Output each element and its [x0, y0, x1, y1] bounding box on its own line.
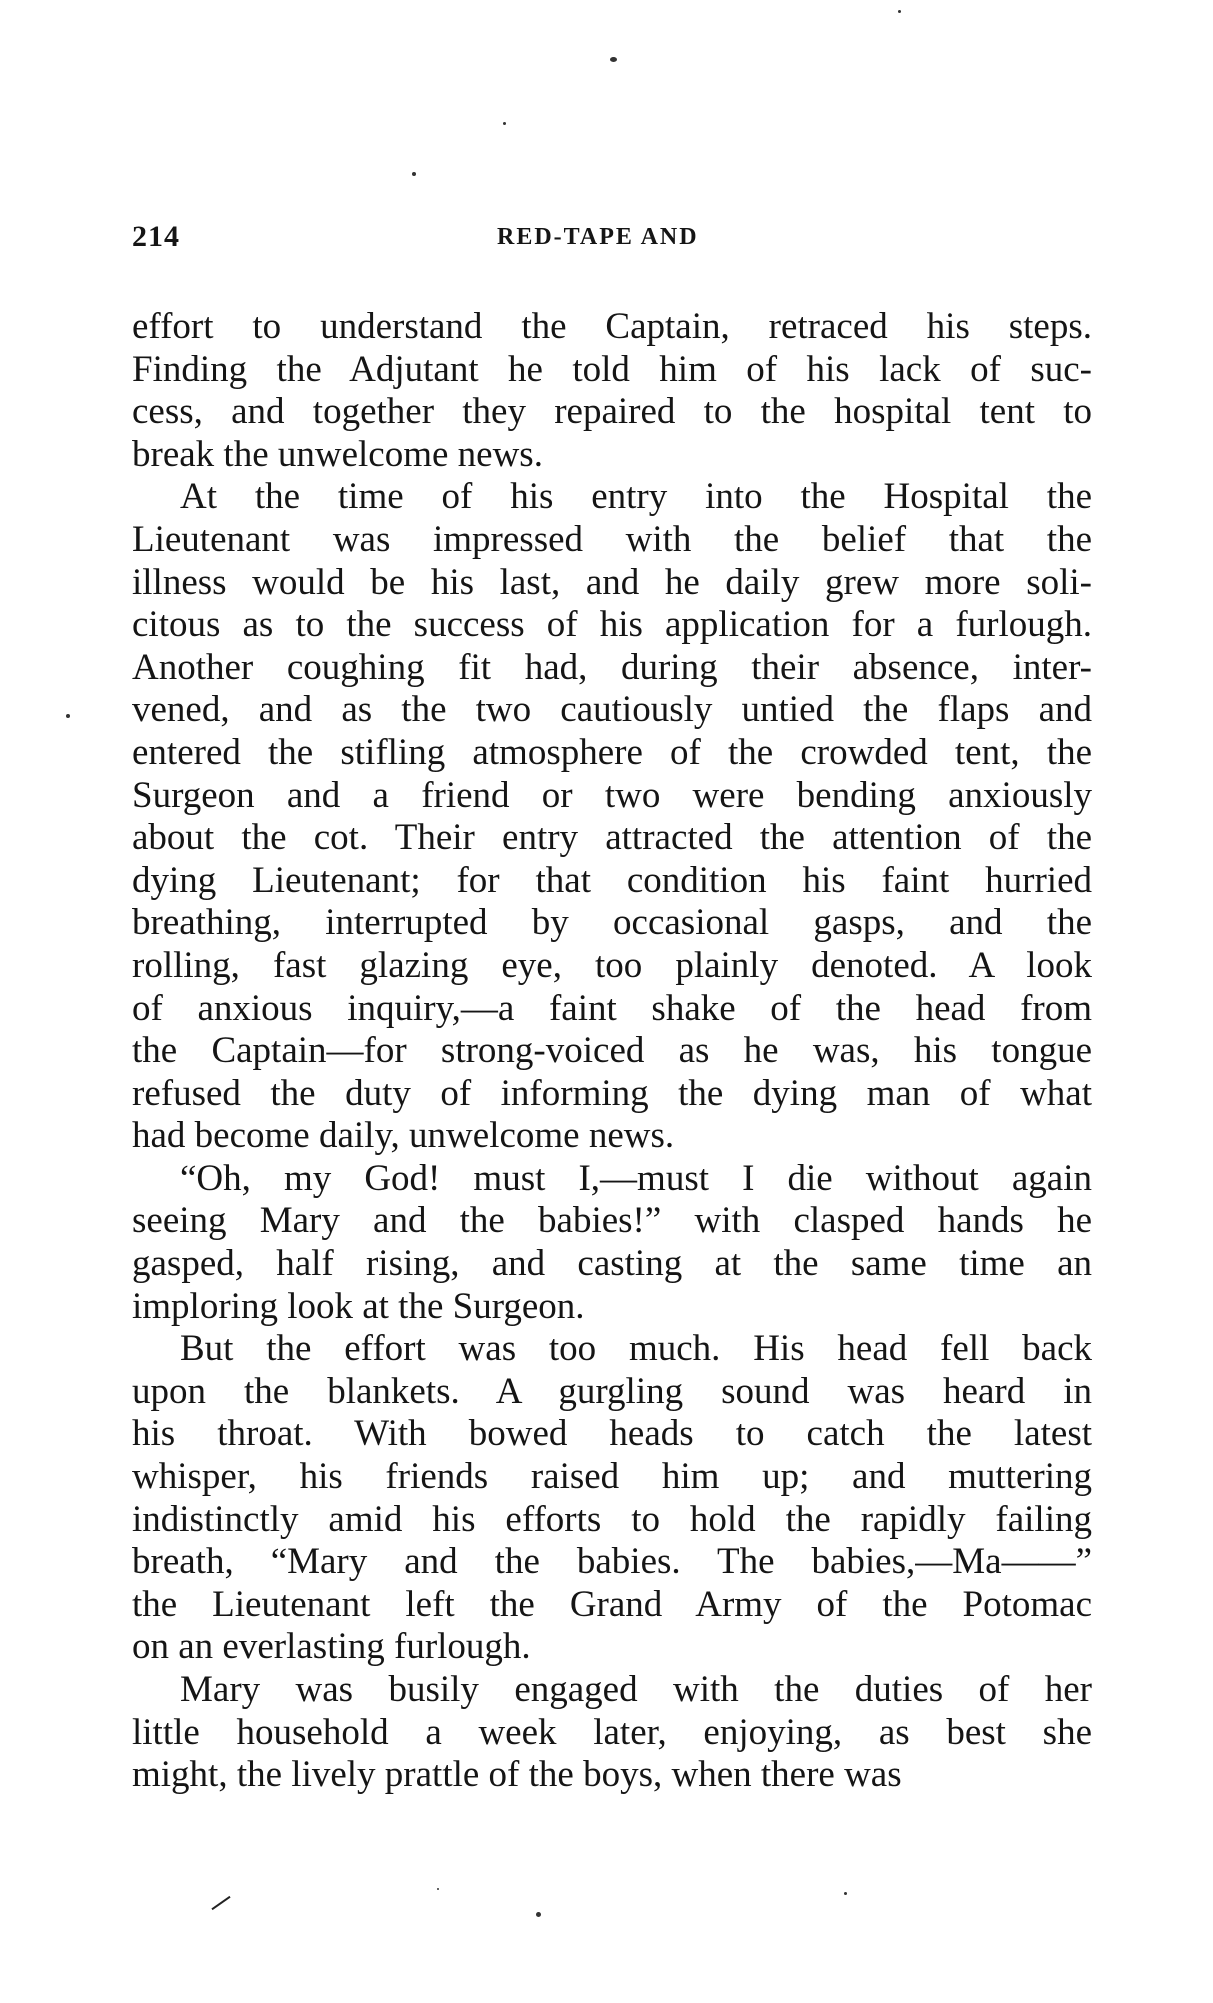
running-head: [132, 220, 1092, 260]
text-line: Finding the Adjutant he told him of his lack of suc-: [132, 348, 1092, 390]
text-line: upon the blankets. A gurgling sound was heard in: [132, 1370, 1092, 1412]
running-title: RED-TAPE AND: [497, 224, 699, 250]
text-line: rolling, fast glazing eye, too plainly denoted. A look: [132, 944, 1092, 986]
text-line: “Oh, my God! must I,—must I die without again: [180, 1157, 1092, 1199]
scan-speck: [610, 57, 617, 62]
text-line: his throat. With bowed heads to catch the latest: [132, 1413, 1092, 1455]
text-line: gasped, half rising, and casting at the same time an: [132, 1243, 1092, 1285]
text-line: Mary was busily engaged with the duties of her: [180, 1669, 1092, 1710]
text-line: But the effort was too much. His head fell back: [180, 1328, 1092, 1370]
paragraph: [132, 476, 1092, 1158]
paragraph: [132, 306, 1092, 476]
text-line: whisper, his friends raised him up; and muttering: [132, 1456, 1092, 1498]
text-line: vened, and as the two cautiously untied the flaps and: [132, 689, 1092, 731]
text-line: cess, and together they repaired to the hospital tent to: [132, 391, 1092, 433]
text-line: Surgeon and a friend or two were bending anxiously: [132, 774, 1092, 816]
text-line: seeing Mary and the babies!” with clasped hands he: [132, 1200, 1092, 1242]
text-line: entered the stifling atmosphere of the crowded tent, the: [132, 731, 1092, 773]
body-text: [132, 306, 1092, 1797]
scan-speck: [437, 1888, 439, 1890]
text-line: Another coughing fit had, during their absence, inter-: [132, 646, 1092, 688]
text-line: illness would be his last, and he daily grew more soli-: [132, 561, 1092, 603]
scan-speck: [536, 1912, 541, 1917]
text-line: imploring look at the Surgeon.: [132, 1285, 585, 1327]
text-line: Lieutenant was impressed with the belief that the: [132, 518, 1092, 560]
paragraph: [132, 1669, 1092, 1797]
text-line: At the time of his entry into the Hospital the: [180, 476, 1092, 518]
scan-speck: [412, 172, 416, 176]
paragraph: [132, 1328, 1092, 1669]
text-line: breathing, interrupted by occasional gasps, and the: [132, 902, 1092, 944]
text-line: break the unwelcome news.: [132, 433, 543, 475]
text-line: had become daily, unwelcome news.: [132, 1115, 675, 1157]
scan-speck: [898, 10, 901, 13]
scan-speck: [503, 122, 506, 125]
scan-speck: [844, 1892, 847, 1895]
text-line: dying Lieutenant; for that condition his faint hurried: [132, 859, 1092, 901]
scan-speck: [66, 714, 70, 718]
page-number: 214: [132, 220, 180, 253]
text-line: breath, “Mary and the babies. The babies,—Ma——”: [132, 1541, 1092, 1583]
text-line: indistinctly amid his efforts to hold the rapidly failing: [132, 1498, 1092, 1540]
text-line: about the cot. Their entry attracted the attention of the: [132, 817, 1092, 859]
text-line: little household a week later, enjoying, as best she: [132, 1711, 1092, 1753]
paragraph: [132, 1158, 1092, 1328]
text-line: of anxious inquiry,—a faint shake of the head from: [132, 987, 1092, 1029]
text-line: might, the lively prattle of the boys, when there was: [132, 1754, 902, 1796]
text-line: the Lieutenant left the Grand Army of the Potomac: [132, 1583, 1092, 1625]
text-line: citous as to the success of his application for a furlough.: [132, 604, 1092, 646]
text-line: effort to understand the Captain, retraced his steps.: [132, 306, 1092, 347]
scan-stroke: [211, 1896, 230, 1910]
text-line: refused the duty of informing the dying man of what: [132, 1072, 1092, 1114]
text-line: the Captain—for strong-voiced as he was, his tongue: [132, 1030, 1092, 1072]
text-line: on an everlasting furlough.: [132, 1626, 531, 1668]
